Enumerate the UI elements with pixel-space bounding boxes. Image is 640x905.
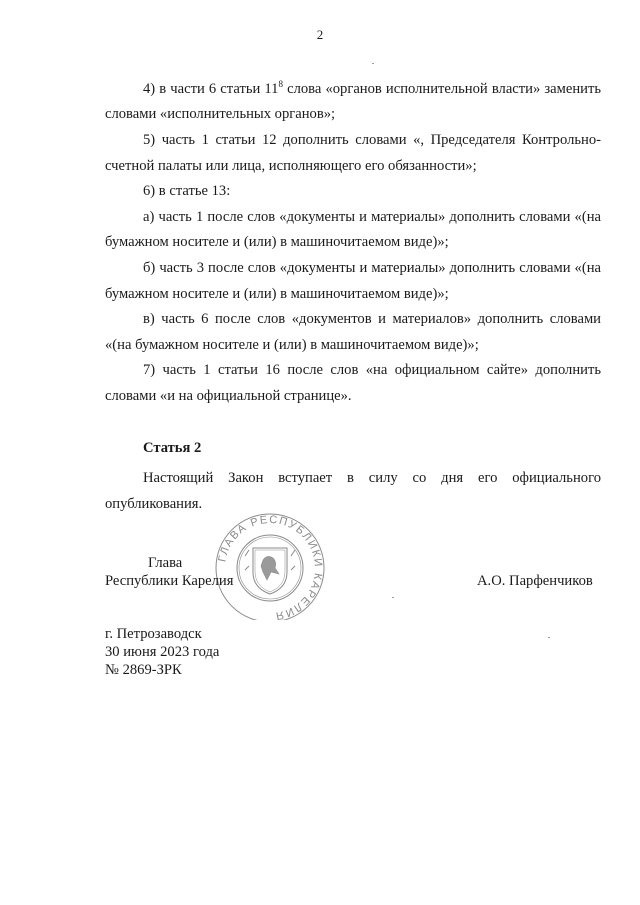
coat-of-arms-icon xyxy=(245,548,295,594)
signature-role-line-2: Республики Карелия xyxy=(105,573,234,589)
scan-speck xyxy=(372,63,374,64)
official-seal xyxy=(205,510,335,620)
paragraph-item-4: 4) в части 6 статьи $11^8$ слова «органов исполнительной власти» заменить словами «исполнительных органов»; xyxy=(105,79,601,123)
place-and-date-block xyxy=(105,625,219,679)
signatory-name: А.О. Парфенчиков xyxy=(477,573,593,589)
superscript-index: 8 xyxy=(278,79,283,89)
city: г. Петрозаводск xyxy=(105,626,202,642)
paragraph-item-5: 5) часть 1 статьи 12 дополнить словами «, Председателя Контрольно-счетной палаты или лица, исполняющего его обязанности»; xyxy=(105,132,601,174)
law-number: № 2869-ЗРК xyxy=(105,662,182,678)
seal-text: ГЛАВА РЕСПУБЛИКИ КАРЕЛИЯ xyxy=(216,513,325,620)
paragraph-item-6v: в) часть 6 после слов «документов и материалов» дополнить словами «(на бумажном носителе и (или) в машиночитаемом виде)»; xyxy=(105,311,601,353)
date: 30 июня 2023 года xyxy=(105,644,220,660)
paragraph-item-6b: б) часть 3 после слов «документы и материалы» дополнить словами «(на бумажном носителе и (или) в машиночитаемом виде)»; xyxy=(105,260,601,302)
article-2-text xyxy=(105,466,601,517)
amendments-list xyxy=(105,72,601,410)
scan-speck xyxy=(548,637,550,638)
signature-role-line-1: Глава xyxy=(148,555,183,571)
paragraph-item-6a: а) часть 1 после слов «документы и материалы» дополнить словами «(на бумажном носителе и (или) в машиночитаемом виде)»; xyxy=(105,208,601,251)
scan-speck xyxy=(392,597,394,598)
article-2-paragraph: Настоящий Закон вступает в силу со дня его официального опубликования. xyxy=(105,470,601,512)
paragraph-item-7: 7) часть 1 статьи 16 после слов «на официальном сайте» дополнить словами «и на официальной странице». xyxy=(105,362,601,404)
page-number: 2 xyxy=(316,27,324,42)
article-2-title: Статья 2 xyxy=(143,440,202,456)
paragraph-item-6: 6) в статье 13: xyxy=(143,183,231,200)
